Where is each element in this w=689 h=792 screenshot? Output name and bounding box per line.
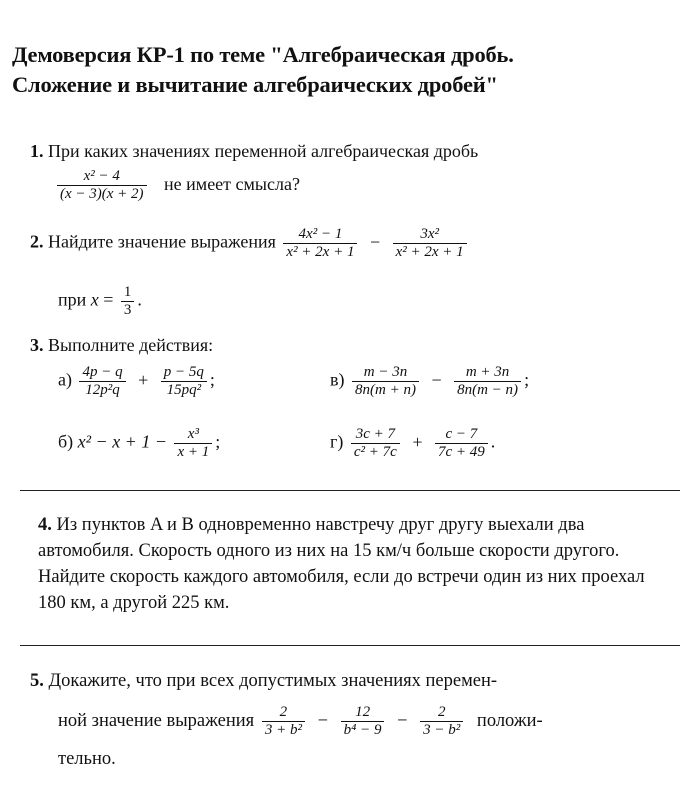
- problem-2-value-fraction: [121, 284, 135, 319]
- period: .: [137, 289, 142, 310]
- problem-3v-fraction-2: [454, 364, 521, 399]
- fraction-numerator: 12: [341, 704, 385, 722]
- problem-5-text-3: тельно.: [58, 749, 116, 769]
- problem-1-line-2: [54, 168, 300, 203]
- problem-3-text: Выполните действия:: [48, 335, 214, 355]
- page-title: [12, 40, 682, 100]
- minus-sign: −: [317, 710, 329, 731]
- problem-4-text: Из пунктов A и B одновременно навстречу друг другу выехали два автомобиля. Скорость одного из них на 15 км/ч больше скорости другого. Найдите скорость каждого автомобиля, если до встречи один из них проехал 180 км, а другой 225 км.: [38, 515, 645, 613]
- fraction-numerator: 4x² − 1: [283, 226, 357, 244]
- fraction-denominator: x + 1: [177, 444, 210, 460]
- problem-3g-fraction-1: [351, 426, 400, 461]
- semicolon: ;: [524, 369, 530, 390]
- problem-5-text: Докажите, что при всех допустимых значениях перемен-: [48, 671, 498, 691]
- problem-3a-fraction-2: [161, 364, 207, 399]
- problem-3-number: 3.: [30, 335, 44, 355]
- fraction-denominator: 8n(m − n): [457, 382, 519, 398]
- problem-3a: [58, 364, 215, 399]
- fraction-numerator: 1: [121, 284, 135, 302]
- problem-3b-fraction: [174, 426, 212, 461]
- problem-5-line-1: [30, 670, 497, 692]
- problem-4: [38, 512, 670, 616]
- problem-2-number: 2.: [30, 231, 44, 252]
- period: .: [490, 431, 496, 452]
- fraction-denominator: 12p²q: [85, 382, 120, 398]
- problem-4-number: 4.: [38, 515, 52, 535]
- problem-2-fraction-1: [283, 226, 357, 261]
- problem-5-tail: положи-: [476, 710, 543, 731]
- problem-1-tail: не имеет смысла?: [164, 173, 300, 194]
- problem-1-line-1: [30, 140, 478, 162]
- fraction-denominator: c² + 7c: [353, 444, 397, 460]
- problem-2-fraction-2: [393, 226, 467, 261]
- title-line-1: Демоверсия КР-1 по теме "Алгебраическая дробь.: [12, 42, 514, 67]
- fraction-numerator: c − 7: [435, 426, 488, 444]
- problem-2-text: Найдите значение выражения: [48, 231, 276, 252]
- fraction-numerator: m − 3n: [352, 364, 419, 382]
- item-label-a: а): [58, 369, 72, 390]
- fraction-denominator: 3: [123, 302, 132, 318]
- fraction-numerator: m + 3n: [454, 364, 521, 382]
- fraction-numerator: 4p − q: [79, 364, 125, 382]
- semicolon: ;: [209, 369, 215, 390]
- divider: [20, 645, 680, 646]
- fraction-denominator: 3 + b²: [264, 722, 302, 738]
- title-line-2: Сложение и вычитание алгебраических дробей": [12, 72, 498, 97]
- problem-3g: [330, 426, 495, 461]
- item-label-v: в): [330, 369, 345, 390]
- divider: [20, 490, 680, 491]
- minus-sign: −: [397, 710, 408, 731]
- fraction-denominator: b⁴ − 9: [343, 722, 382, 738]
- problem-3b-expression: x² − x + 1 −: [77, 431, 167, 452]
- problem-5-line-3: [58, 748, 116, 770]
- item-label-g: г): [330, 431, 344, 452]
- problem-5-text-2: ной значение выражения: [58, 710, 255, 731]
- plus-sign: +: [138, 369, 149, 390]
- problem-3b: [58, 426, 220, 461]
- fraction-denominator: 8n(m + n): [355, 382, 416, 398]
- fraction-denominator: 15pq²: [166, 382, 202, 398]
- problem-3a-fraction-1: [79, 364, 125, 399]
- problem-3g-fraction-2: [435, 426, 488, 461]
- problem-5-line-2: [58, 704, 543, 739]
- problem-1-fraction: [57, 168, 147, 203]
- problem-5-number: 5.: [30, 671, 44, 691]
- problem-2-line-2: [58, 284, 142, 319]
- fraction-numerator: 2: [262, 704, 305, 722]
- fraction-numerator: x³: [174, 426, 212, 444]
- problem-1-text: При каких значениях переменной алгебраическая дробь: [48, 141, 479, 161]
- fraction-denominator: 7c + 49: [437, 444, 485, 460]
- problem-5-fraction-1: [262, 704, 305, 739]
- minus-sign: −: [369, 231, 381, 252]
- problem-2-line-1: [30, 226, 470, 261]
- problem-3-line-1: [30, 334, 213, 356]
- fraction-numerator: 2: [420, 704, 463, 722]
- fraction-denominator: x² + 2x + 1: [395, 244, 464, 260]
- problem-5-fraction-2: [341, 704, 385, 739]
- problem-3v: [330, 364, 529, 399]
- fraction-numerator: 3x²: [393, 226, 467, 244]
- fraction-numerator: 3c + 7: [351, 426, 400, 444]
- fraction-denominator: x² + 2x + 1: [286, 244, 355, 260]
- problem-2-at: при: [58, 289, 87, 310]
- semicolon: ;: [215, 431, 221, 452]
- equals-sign: =: [103, 289, 114, 310]
- problem-5-fraction-3: [420, 704, 463, 739]
- fraction-numerator: p − 5q: [161, 364, 207, 382]
- fraction-denominator: (x − 3)(x + 2): [60, 186, 144, 202]
- problem-1-number: 1.: [30, 141, 44, 161]
- item-label-b: б): [58, 431, 74, 452]
- problem-3v-fraction-1: [352, 364, 419, 399]
- fraction-denominator: 3 − b²: [423, 722, 461, 738]
- variable-x: x: [90, 289, 99, 310]
- plus-sign: +: [412, 431, 423, 452]
- minus-sign: −: [431, 369, 442, 390]
- fraction-numerator: x² − 4: [57, 168, 147, 186]
